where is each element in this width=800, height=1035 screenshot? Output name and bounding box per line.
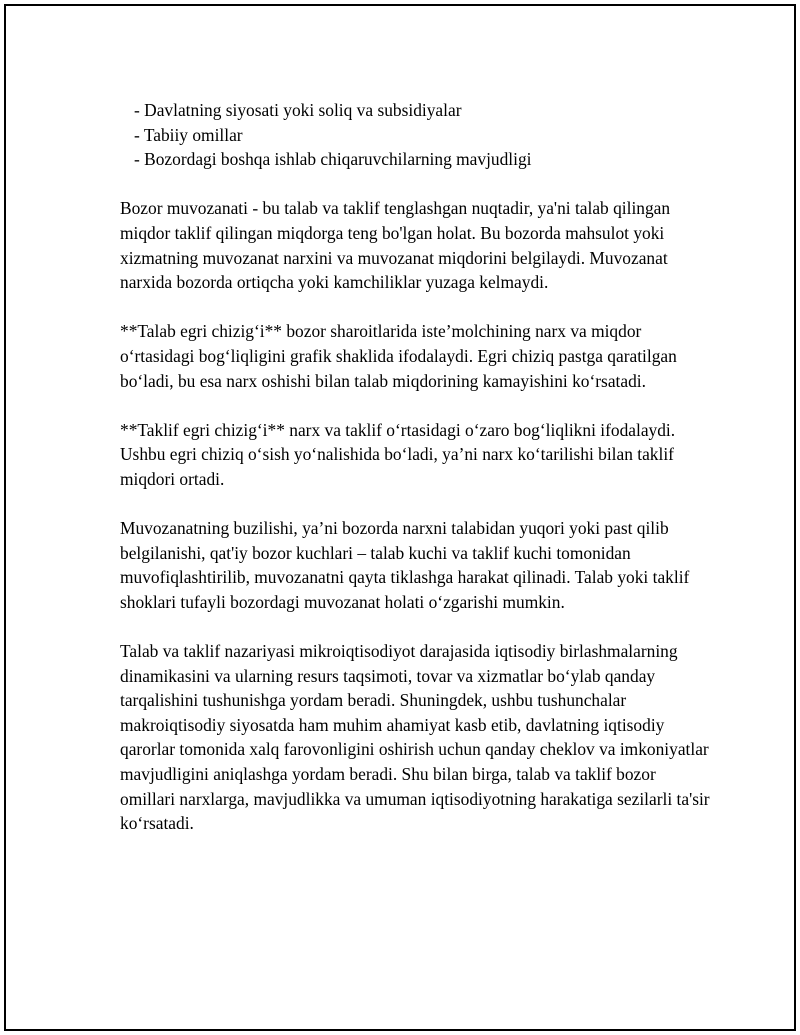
paragraph-theory-significance: Talab va taklif nazariyasi mikroiqtisodiyot darajasida iqtisodiy birlashmalarning dinamikasini va ularning resurs taqsimoti, tovar va xizmatlar bo‘ylab qanday tarqalishini tushunishga yordam beradi. Shuningdek, ushbu tushunchalar makroiqtisodiy siyosatda ham muhim ahamiyat kasb etib, davlatning iqtisodiy qarorlar tomonida xalq farovonligini oshirish uchun qanday cheklov va imkoniyatlar mavjudligini aniqlashga yordam beradi. Shu bilan birga, talab va taklif bozor omillari narxlarga, mavjudlikka va umuman iqtisodiyotning harakatiga sezilarli ta'sir ko‘rsatadi. (120, 641, 710, 834)
document-body (120, 98, 710, 860)
list-item: - Tabiiy omillar (134, 124, 243, 145)
paragraph-supply-curve: **Taklif egri chizig‘i** narx va taklif o‘rtasidagi o‘zaro bog‘liqlikni ifodalaydi. Ushbu egri chiziq o‘sish yo‘nalishida bo‘ladi, ya’ni narx ko‘tarilishi bilan taklif miqdori ortadi. (120, 419, 676, 489)
document-page (4, 4, 796, 1031)
paragraph-market-equilibrium: Bozor muvozanati - bu talab va taklif tenglashgan nuqtadir, ya'ni talab qilingan miqdor taklif qilingan miqdorga teng bo'lgan holat. Bu bozorda mahsulot yoki xizmatning muvozanat narxini va muvozanat miqdorini belgilaydi. Muvozanat narxida bozorda ortiqcha yoki kamchiliklar yuzaga kelmaydi. (120, 198, 671, 293)
list-item: - Bozordagi boshqa ishlab chiqaruvchilarning mavjudligi (134, 149, 532, 170)
list-item: - Davlatning siyosati yoki soliq va subsidiyalar (134, 100, 462, 120)
factor-list (120, 98, 710, 172)
paragraph-equilibrium-disruption: Muvozanatning buzilishi, ya’ni bozorda narxni talabidan yuqori yoki past qilib belgilanishi, qat'iy bozor kuchlari – talab kuchi va taklif kuchi tomonidan muvofiqlashtirilib, muvozanatni qayta tiklashga harakat qilinadi. Talab yoki taklif shoklari tufayli bozordagi muvozanat holati o‘zgarishi mumkin. (120, 518, 690, 612)
paragraph-demand-curve: **Talab egri chizig‘i** bozor sharoitlarida iste’molchining narx va miqdor o‘rtasidagi bog‘liqligini grafik shaklida ifodalaydi. Egri chiziq pastga qaratilgan bo‘ladi, bu esa narx oshishi bilan talab miqdorining kamayishini ko‘rsatadi. (120, 321, 677, 391)
